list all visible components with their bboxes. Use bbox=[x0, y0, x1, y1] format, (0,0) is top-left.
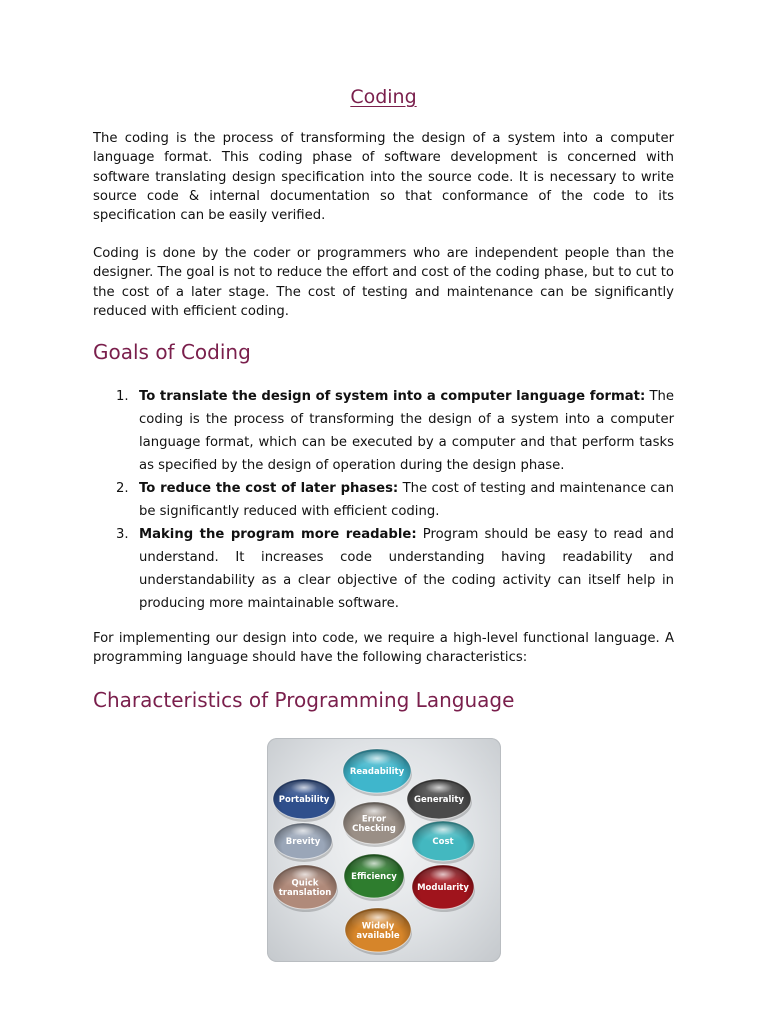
intro-paragraph-1: The coding is the process of transforming the design of a system into a computer language format. This coding phase of software development is concerned with software translating design specification into the source code. It is necessary to write source code & internal documentation so that conformance of the code to its specification can be easily verified. bbox=[93, 131, 674, 224]
bubble-label: Checking bbox=[352, 823, 396, 834]
goal-item-1 bbox=[93, 385, 674, 477]
bubble-quick-translation bbox=[273, 865, 338, 912]
bubble-label: Portability bbox=[278, 795, 330, 805]
bubble-label: Quick bbox=[291, 878, 319, 889]
bubble-readability bbox=[343, 749, 412, 796]
goal-number: 2. bbox=[116, 481, 129, 496]
intro-paragraph-2: Coding is done by the coder or programmers who are independent people than the designer. The goal is not to reduce the effort and cost of the coding phase, but to cut to the cost of a later stage. The cost of testing and maintenance can be significantly reduced with efficient coding. bbox=[93, 246, 674, 319]
goals-heading: Goals of Coding bbox=[93, 340, 251, 364]
characteristics-heading: Characteristics of Programming Language bbox=[93, 688, 515, 712]
bubble-label: Generality bbox=[414, 795, 464, 805]
goal-text: The coding is the process of transforming the design of a system into a computer language format, which can be executed by a computer and that perform tasks as specified by the design of operation during the design phase. bbox=[139, 389, 674, 473]
goal-text: Program should be easy to read and understand. It increases code understanding having readability and understandability as a clear objective of the coding activity can itself help in producing more maintainable software. bbox=[139, 527, 675, 611]
goal-bold-lead: Making the program more readable: bbox=[139, 527, 417, 542]
goal-text: The cost of testing and maintenance can be significantly reduced with efficient coding. bbox=[139, 481, 674, 519]
bubble-label: available bbox=[356, 930, 400, 941]
bubble-label: translation bbox=[278, 887, 332, 898]
goals-list bbox=[93, 385, 674, 615]
bubble-label: Error bbox=[361, 814, 387, 825]
bubble-label: Modularity bbox=[417, 883, 469, 893]
bubble-portability bbox=[273, 779, 336, 822]
bubble-label: Cost bbox=[432, 837, 454, 847]
bubble-label: Brevity bbox=[285, 837, 321, 847]
goal-bold-lead: To translate the design of system into a computer language format: bbox=[139, 389, 646, 404]
outro-paragraph: For implementing our design into code, we require a high-level functional language. A programming language should have the following characteristics: bbox=[93, 631, 674, 666]
bubble-error-checking bbox=[343, 802, 406, 847]
goal-number: 1. bbox=[116, 389, 129, 404]
bubble-modularity bbox=[412, 865, 475, 912]
goal-item-2 bbox=[93, 477, 674, 523]
bubble-label: Efficiency bbox=[351, 872, 397, 882]
goal-item-3 bbox=[93, 523, 674, 615]
goal-number: 3. bbox=[116, 527, 129, 542]
page-title: Coding bbox=[350, 86, 417, 108]
goal-bold-lead: To reduce the cost of later phases: bbox=[139, 481, 399, 496]
bubble-generality bbox=[407, 779, 472, 822]
bubble-efficiency bbox=[344, 854, 405, 901]
bubble-brevity bbox=[274, 823, 333, 862]
characteristics-diagram bbox=[267, 738, 501, 962]
bubble-label: Widely bbox=[361, 921, 395, 932]
bubble-label: Readability bbox=[349, 767, 405, 777]
bubble-widely-available bbox=[345, 908, 412, 955]
bubble-cost bbox=[412, 821, 475, 864]
characteristics-diagram-svg bbox=[267, 738, 501, 962]
